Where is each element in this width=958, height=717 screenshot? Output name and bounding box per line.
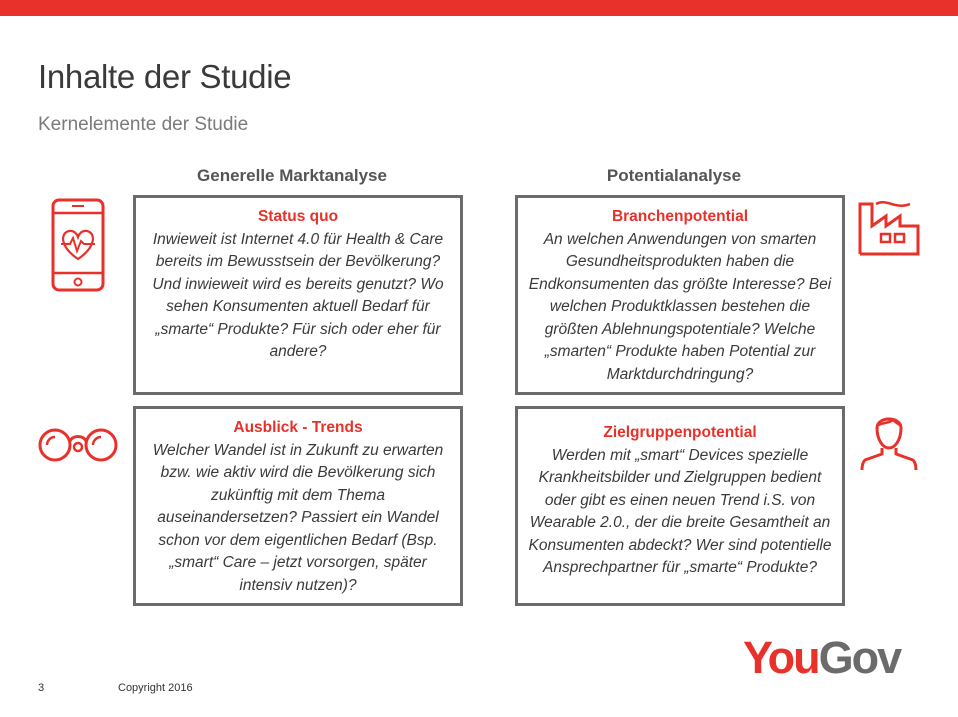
status-quo-box bbox=[133, 195, 463, 395]
copyright: Copyright 2016 bbox=[118, 682, 193, 694]
slide-subtitle: Kernelemente der Studie bbox=[38, 114, 249, 135]
binoculars-icon bbox=[37, 425, 119, 463]
column-heading-potential-analysis: Potentialanalyse bbox=[606, 166, 742, 185]
zielgruppenpotential-box bbox=[515, 406, 845, 606]
status-quo-text: Inwieweit ist Internet 4.0 für Health & Care bereits im Bewusstsein der Bevölkerung? Und inwieweit wird es bereits genutzt? Wo sehen Konsumenten aktuell Bedarf für „smarte“ Produkte? Für sich oder eher für andere? bbox=[152, 230, 444, 360]
branchenpotential-heading: Branchenpotential bbox=[611, 208, 749, 225]
branchenpotential-text: An welchen Anwendungen von smarten Gesundheitsprodukten haben die Endkonsumenten das größte Interesse? Bei welchen Produktklassen bestehen die größten Ablehnungspotentiale? Welche „smarten“ Produkte haben Potential zur Marktdurchdringung? bbox=[528, 230, 832, 383]
slide-title: Inhalte der Studie bbox=[38, 58, 292, 95]
smartphone-heart-icon bbox=[50, 197, 106, 293]
zielgruppenpotential-heading: Zielgruppenpotential bbox=[603, 424, 757, 441]
page-number: 3 bbox=[38, 682, 45, 694]
factory-icon bbox=[858, 196, 922, 258]
branchenpotential-box bbox=[515, 195, 845, 395]
logo-part-gov: Gov bbox=[818, 632, 901, 683]
ausblick-trends-box bbox=[133, 406, 463, 606]
ausblick-trends-heading: Ausblick - Trends bbox=[233, 419, 363, 436]
top-accent-bar bbox=[0, 0, 958, 16]
column-heading-market-analysis: Generelle Marktanalyse bbox=[197, 166, 387, 185]
logo-part-you: You bbox=[743, 632, 819, 683]
person-icon bbox=[860, 410, 918, 472]
status-quo-heading: Status quo bbox=[257, 208, 339, 225]
ausblick-trends-text: Welcher Wandel ist in Zukunft zu erwarten bzw. wie aktiv wird die Bevölkerung sich zukünftig mit dem Thema auseinandersetzen? Passiert ein Wandel schon vor dem eigentlichen Bedarf (Bsp. „smart“ Care – jetzt vorsorgen, später intensiv nutzen)? bbox=[152, 441, 444, 594]
zielgruppenpotential-text: Werden mit „smart“ Devices spezielle Krankheitsbilder und Zielgruppen bedient oder gibt es einen neuen Trend i.S. von Wearable 2.0., der die breite Gesamtheit an Konsumenten abdeckt? Wer sind potentielle Ansprechpartner für „smarte“ Produkte? bbox=[528, 446, 832, 576]
yougov-logo bbox=[743, 632, 900, 684]
